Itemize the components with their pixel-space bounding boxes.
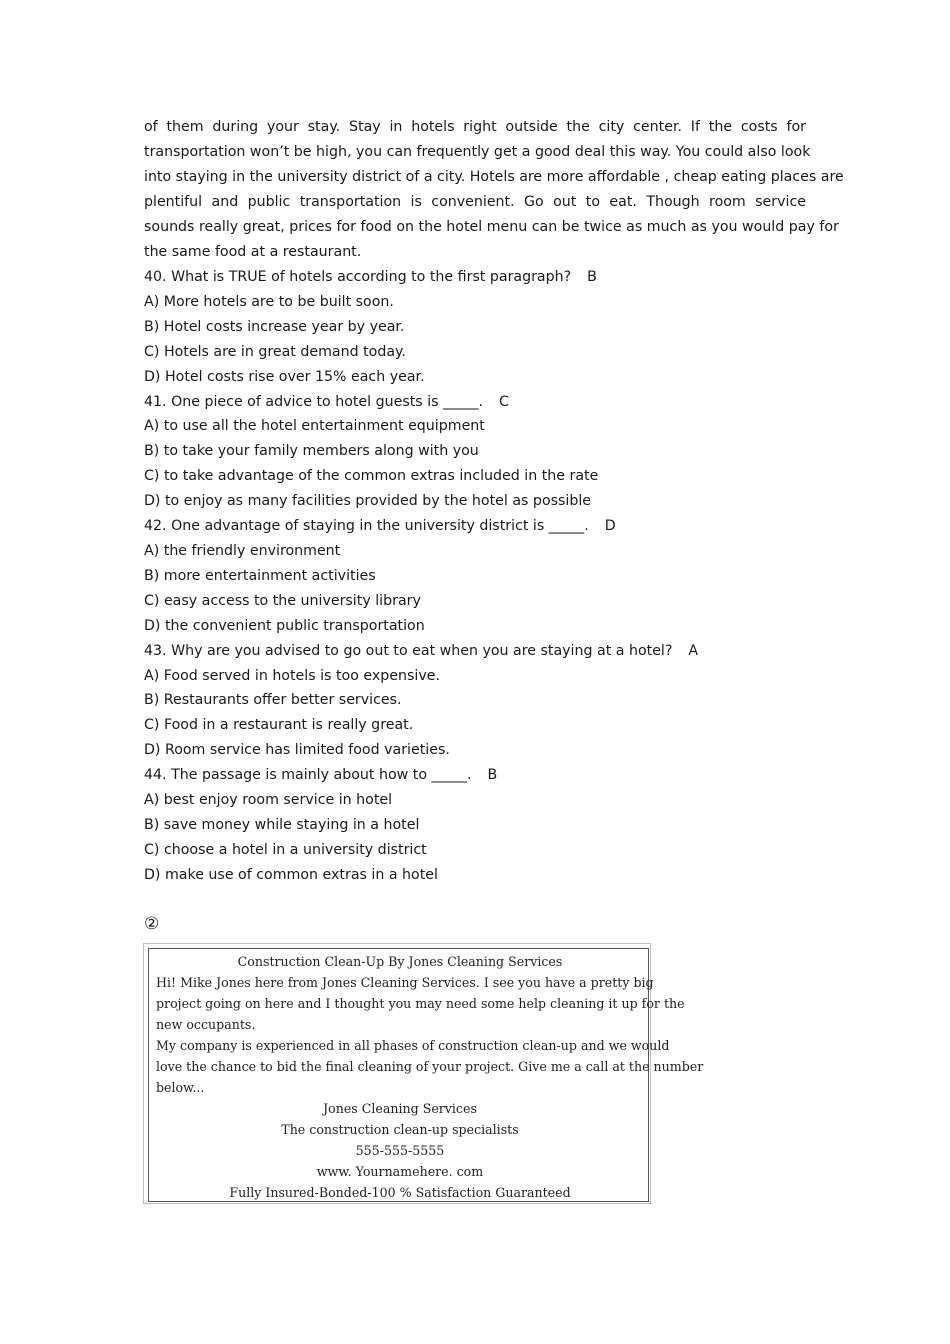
option-c: C) easy access to the university library: [144, 592, 421, 609]
passage-paragraph: [144, 115, 844, 265]
passage-line: into staying in the university district of a city. Hotels are more affordable , cheap eating places are: [144, 169, 844, 185]
option-b: B) save money while staying in a hotel: [144, 816, 420, 833]
option-b: B) Hotel costs increase year by year.: [144, 318, 405, 335]
passage-line: sounds really great, prices for food on the hotel menu can be twice as much as you would pay for: [144, 219, 839, 235]
option-b: B) more entertainment activities: [144, 567, 376, 584]
option-d: D) the convenient public transportation: [144, 617, 425, 634]
document-page: [144, 115, 844, 888]
section-marker: ②: [144, 914, 160, 934]
ad-phone: 555-555-5555: [355, 1143, 445, 1158]
ad-text-line: Hi! Mike Jones here from Jones Cleaning Services. I see you have a pretty big: [156, 975, 654, 990]
passage-line: of them during your stay. Stay in hotels right outside the city center. If the costs for: [144, 119, 806, 135]
option-d: D) make use of common extras in a hotel: [144, 866, 438, 883]
question-43: [144, 639, 806, 764]
question-44: [144, 763, 806, 888]
ad-company: Jones Cleaning Services: [323, 1101, 477, 1116]
ad-guarantee: Fully Insured-Bonded-100 % Satisfaction Guaranteed: [229, 1185, 571, 1200]
option-d: D) Hotel costs rise over 15% each year.: [144, 368, 425, 385]
question-40: [144, 265, 806, 390]
option-c: C) to take advantage of the common extras included in the rate: [144, 468, 599, 485]
answer-key: B: [587, 269, 597, 285]
option-c: C) Food in a restaurant is really great.: [144, 717, 414, 734]
passage-line: transportation won’t be high, you can frequently get a good deal this way. You could also look: [144, 144, 811, 160]
ad-text-line: below...: [156, 1080, 205, 1095]
question-stem: 43. Why are you advised to go out to eat when you are staying at a hotel? A: [144, 642, 699, 659]
ad-title: Construction Clean-Up By Jones Cleaning Services: [237, 954, 563, 969]
ad-website: www. Yournamehere. com: [316, 1164, 484, 1179]
option-b: B) to take your family members along with you: [144, 443, 479, 460]
ad-text-line: My company is experienced in all phases of construction clean-up and we would: [156, 1038, 670, 1053]
question-41: [144, 390, 806, 515]
option-c: C) choose a hotel in a university district: [144, 841, 427, 858]
option-a: A) Food served in hotels is too expensive.: [144, 667, 440, 684]
ad-tagline: The construction clean-up specialists: [281, 1122, 519, 1137]
passage-line: the same food at a restaurant.: [144, 244, 362, 260]
option-b: B) Restaurants offer better services.: [144, 692, 402, 709]
answer-key: D: [604, 518, 616, 535]
option-d: D) to enjoy as many facilities provided by the hotel as possible: [144, 493, 592, 510]
option-a: A) to use all the hotel entertainment equipment: [144, 418, 485, 435]
option-a: A) best enjoy room service in hotel: [144, 792, 393, 809]
passage-line: plentiful and public transportation is convenient. Go out to eat. Though room service: [144, 194, 806, 210]
ad-text-line: project going on here and I thought you may need some help cleaning it up for the: [156, 996, 685, 1011]
option-d: D) Room service has limited food varieties.: [144, 742, 450, 759]
ad-text-line: new occupants.: [156, 1017, 256, 1032]
answer-key: A: [688, 642, 699, 659]
question-stem: 44. The passage is mainly about how to _____. B: [144, 767, 498, 784]
option-a: A) the friendly environment: [144, 542, 341, 559]
ad-text-line: love the chance to bid the final cleaning of your project. Give me a call at the number: [156, 1059, 704, 1074]
question-42: [144, 514, 806, 639]
option-a: A) More hotels are to be built soon.: [144, 293, 394, 310]
answer-key: B: [487, 767, 498, 784]
answer-key: C: [499, 393, 509, 410]
question-stem: 41. One piece of advice to hotel guests is _____. C: [144, 393, 509, 410]
advertisement-box: [148, 948, 704, 1202]
advertisement-image: [143, 943, 704, 1204]
question-stem: 42. One advantage of staying in the university district is _____. D: [144, 518, 616, 535]
question-stem: 40. What is TRUE of hotels according to the first paragraph? B: [144, 269, 597, 285]
option-c: C) Hotels are in great demand today.: [144, 343, 406, 360]
